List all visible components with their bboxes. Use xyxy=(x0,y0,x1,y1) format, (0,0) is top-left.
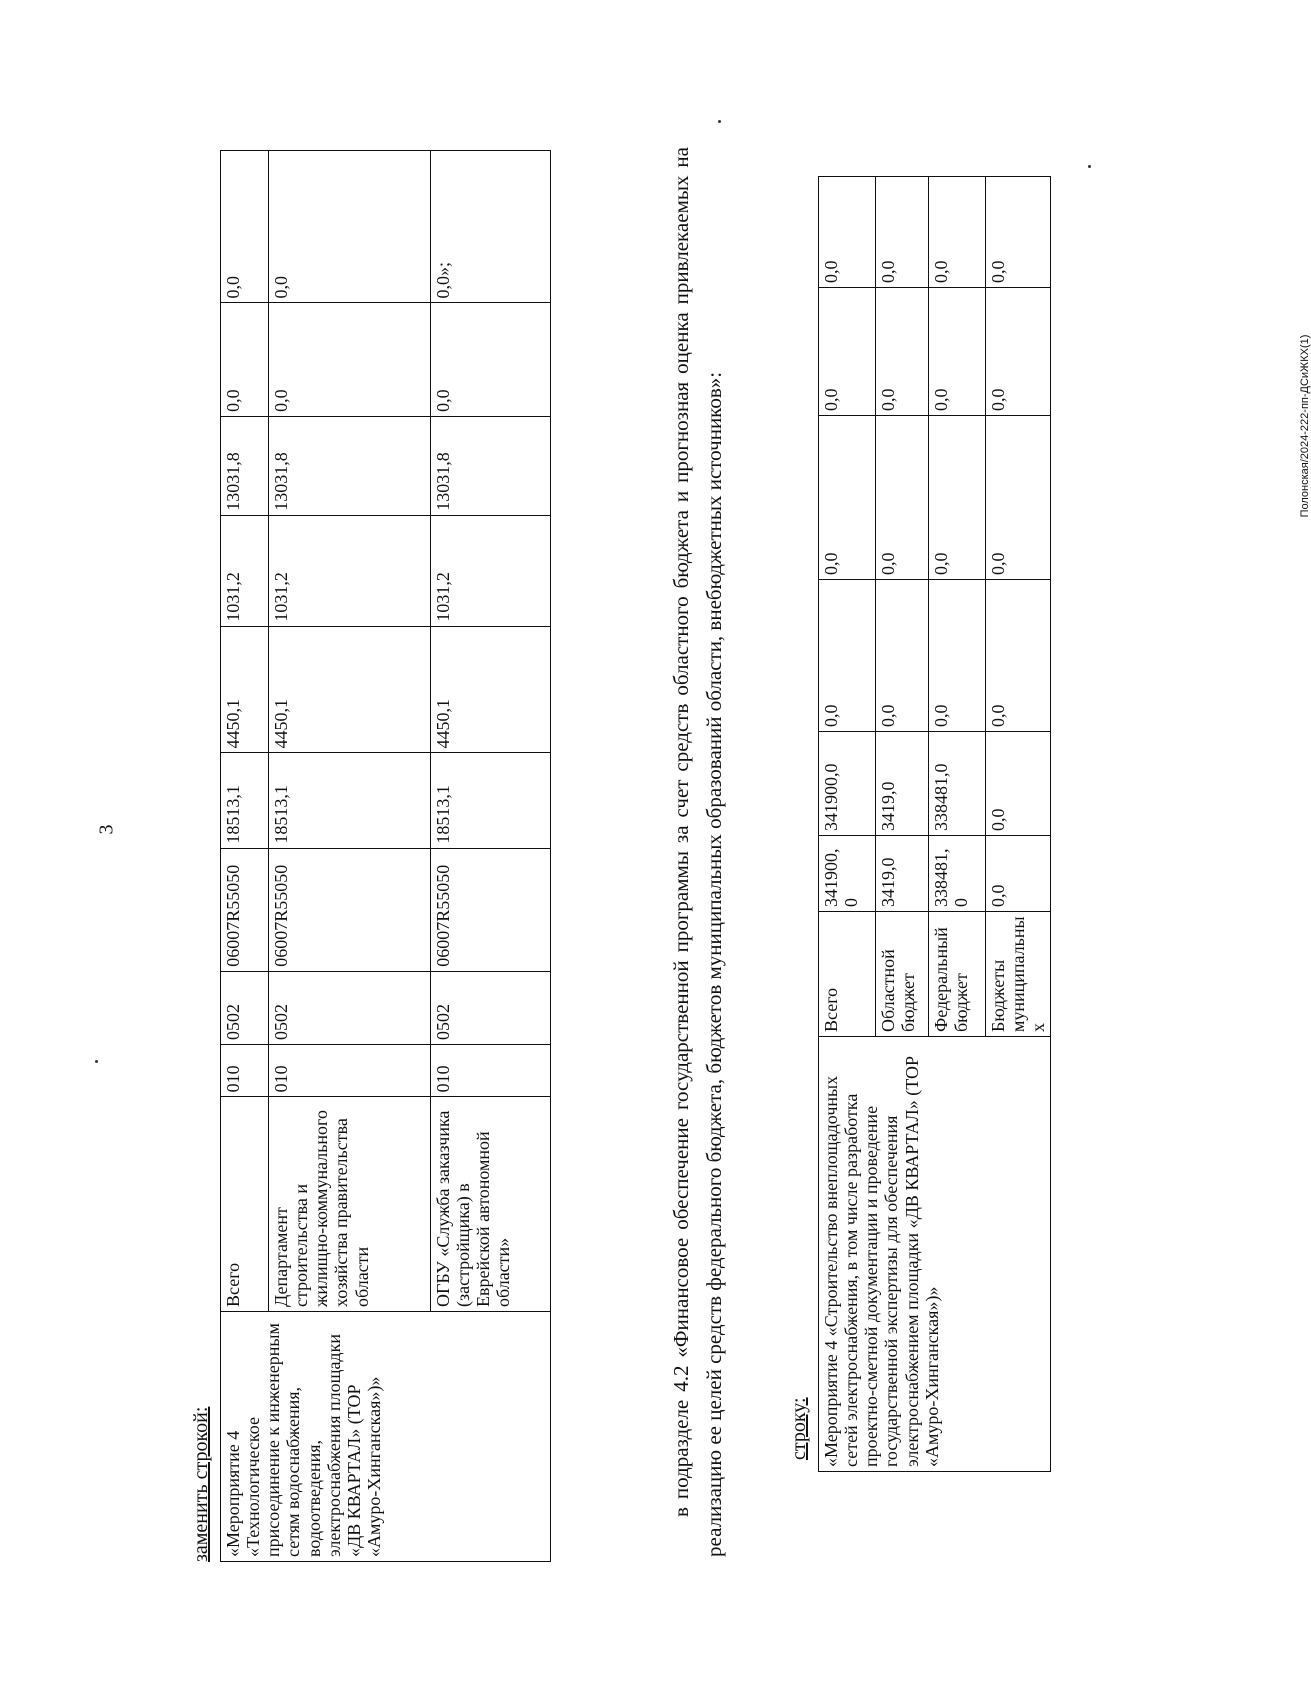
table-original-row xyxy=(818,176,1051,1472)
replace-label: заменить строкой: xyxy=(190,1406,212,1562)
table-cell: 0502 xyxy=(269,971,431,1044)
table-cell: 0,0 xyxy=(876,416,929,580)
table-cell: 0,0 xyxy=(929,580,986,732)
table-cell: Всего xyxy=(221,1097,269,1312)
table-cell: 341900,0 xyxy=(819,732,876,836)
table-row xyxy=(221,151,269,1562)
table-cell: 0,0 xyxy=(929,177,986,288)
table-cell: 0,0 xyxy=(986,732,1051,836)
table-cell: 1031,2 xyxy=(431,515,551,626)
table-cell: ОГБУ «Служба заказчика (застройщика) в Еврейской автономной области» xyxy=(431,1097,551,1312)
table-cell: 0,0 xyxy=(221,303,269,416)
table-cell: Департамент строительства и жилищно-коммунального хозяйства правительства области xyxy=(269,1097,431,1312)
table-cell: 1031,2 xyxy=(269,515,431,626)
table-cell: 0,0 xyxy=(929,416,986,580)
table-cell: 4450,1 xyxy=(221,626,269,753)
table-cell: 06007R55050 xyxy=(221,848,269,971)
table-cell: Областной бюджет xyxy=(876,912,929,1037)
table-cell: 338481,0 xyxy=(929,732,986,836)
table-cell: 1031,2 xyxy=(221,515,269,626)
table-cell: 0,0 xyxy=(986,288,1051,416)
table-cell: 0,0 xyxy=(876,580,929,732)
table-cell: 3419,0 xyxy=(876,732,929,836)
table-cell: 0,0 xyxy=(986,836,1051,912)
table-cell: 338481,0 xyxy=(929,836,986,912)
table-cell: 0,0 xyxy=(929,288,986,416)
table-cell: 06007R55050 xyxy=(431,848,551,971)
table-replacement-row xyxy=(220,150,551,1562)
page-number: 3 xyxy=(95,824,118,835)
table-cell: Федеральный бюджет xyxy=(929,912,986,1037)
table-cell: 0,0 xyxy=(986,416,1051,580)
table-cell: 0,0 xyxy=(819,580,876,732)
table-cell: 0,0 xyxy=(876,177,929,288)
table-cell: 0502 xyxy=(221,971,269,1044)
document-footer: Полонская/2024-222-пп-ДСиЖКХ(1) xyxy=(1299,334,1311,518)
table-cell: Бюджеты муниципальных xyxy=(986,912,1051,1037)
table-cell: 13031,8 xyxy=(269,416,431,515)
table-cell: 4450,1 xyxy=(269,626,431,753)
table-cell: 0,0 xyxy=(269,303,431,416)
table-cell: 18513,1 xyxy=(221,753,269,848)
table-cell: «Мероприятие 4 «Технологическое присоединение к инженерным сетям водоснабжения, водоотведения, электроснабжения площадки «ДВ КВАРТАЛ» (ТОР «Амуро-Хинганская»)» xyxy=(221,1312,551,1562)
table-cell: 0,0»; xyxy=(431,151,551,304)
paragraph-text: в подразделе 4.2 «Финансовое обеспечение государственной программы за счет средств областного бюджета и прогнозная оценка привлекаемых на реализацию ее целей средств федерального бюджета, бюджетов муниципальных образований области, внебюджетных источников»: xyxy=(669,147,726,1557)
table-cell: 010 xyxy=(431,1044,551,1096)
table-cell: 06007R55050 xyxy=(269,848,431,971)
table-cell: 3419,0 xyxy=(876,836,929,912)
table-cell: 0502 xyxy=(431,971,551,1044)
table-cell: 010 xyxy=(269,1044,431,1096)
table-cell: 18513,1 xyxy=(431,753,551,848)
table-cell: 0,0 xyxy=(221,151,269,304)
table-cell: Всего xyxy=(819,912,876,1037)
table-cell: «Мероприятие 4 «Строительство внеплощадочных сетей электроснабжения, в том числе разработка проектно-сметной документации и проведение государственной экспертизы для обеспечения электроснабжением площадки «ДВ КВАРТАЛ» (ТОР «Амуро-Хинганская»)» xyxy=(819,1037,1051,1472)
table-cell: 13031,8 xyxy=(221,416,269,515)
table-cell: 0,0 xyxy=(986,580,1051,732)
table-cell: 0,0 xyxy=(986,177,1051,288)
table-cell: 0,0 xyxy=(269,151,431,304)
table-cell: 0,0 xyxy=(431,303,551,416)
table-cell: 18513,1 xyxy=(269,753,431,848)
table-cell: 010 xyxy=(221,1044,269,1096)
row-label: строку: xyxy=(788,1397,810,1460)
table-cell: 341900,0 xyxy=(819,836,876,912)
table-cell: 4450,1 xyxy=(431,626,551,753)
table-cell: 13031,8 xyxy=(431,416,551,515)
section-paragraph xyxy=(665,147,731,1557)
table-cell: 0,0 xyxy=(819,177,876,288)
table-row xyxy=(819,177,876,1472)
table-cell: 0,0 xyxy=(876,288,929,416)
table-cell: 0,0 xyxy=(819,416,876,580)
table-cell: 0,0 xyxy=(819,288,876,416)
